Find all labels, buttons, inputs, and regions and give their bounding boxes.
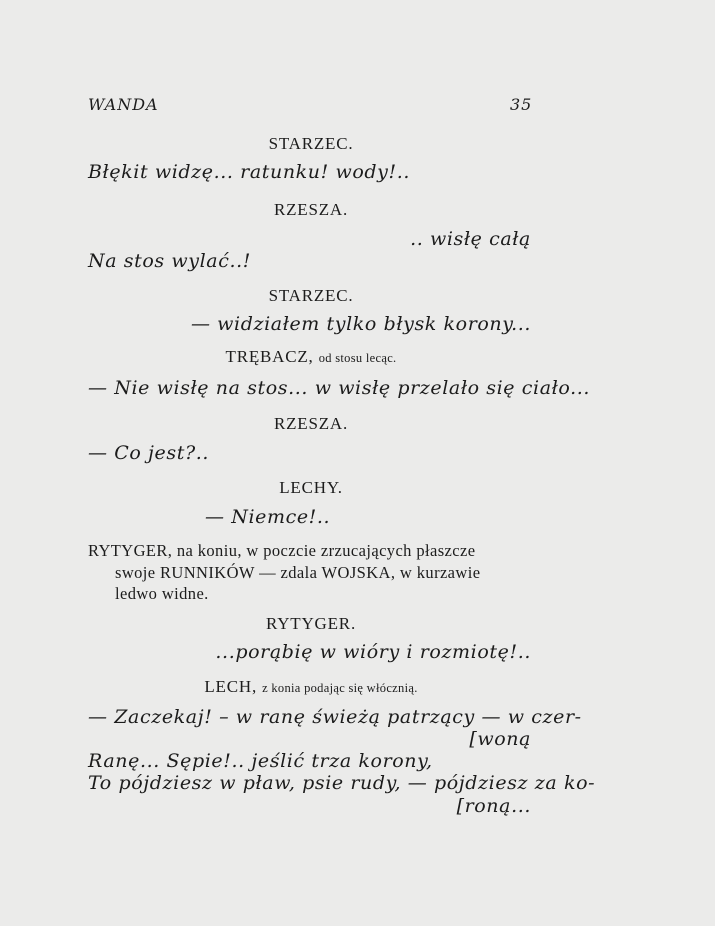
verse-line: Błękit widzę... ratunku! wody!.. xyxy=(88,161,411,183)
verse-line: — widziałem tylko błysk korony... xyxy=(190,313,531,335)
stage-direction: RYTYGER, na koniu, w poczcie zrzucających płaszcze xyxy=(88,541,476,560)
stage-direction: ledwo widne. xyxy=(115,584,209,603)
stage-direction: swoje RUNNIKÓW — zdala WOJSKA, w kurzawie xyxy=(115,563,481,582)
verse-line: [roną... xyxy=(456,795,531,817)
verse-line: — Co jest?.. xyxy=(88,442,210,464)
speaker-rzesza: RZESZA. xyxy=(273,414,349,433)
verse-line: — Nie wisłę na stos... w wisłę przelało się ciało... xyxy=(88,377,591,399)
speaker-lechy: LECHY. xyxy=(279,478,343,497)
stage-direction: z konia podając się włócznią. xyxy=(262,681,418,695)
verse-line: Na stos wylać..! xyxy=(88,250,251,272)
page-number: 35 xyxy=(510,95,533,114)
speaker-trebacz xyxy=(88,347,534,367)
speaker-rzesza: RZESZA. xyxy=(273,200,349,219)
stage-direction: od stosu lecąc. xyxy=(318,351,397,365)
speaker-lech xyxy=(88,677,534,697)
verse-line: Ranę... Sępie!.. jeślić trza korony, xyxy=(88,750,433,772)
speaker-rytyger: RYTYGER. xyxy=(266,614,356,633)
speaker-starzec: STARZEC. xyxy=(268,134,354,153)
verse-line: [woną xyxy=(469,728,531,750)
verse-line: To pójdziesz w pław, psie rudy, — pójdziesz za ko- xyxy=(88,772,596,794)
verse-line: — Zaczekaj! – w ranę świeżą patrzący — w czer- xyxy=(88,706,582,728)
verse-line: ...porąbię w wióry i rozmiotę!.. xyxy=(215,641,531,663)
speaker-name: TRĘBACZ, xyxy=(225,347,314,366)
verse-line: — Niemce!.. xyxy=(205,506,331,528)
speaker-starzec: STARZEC. xyxy=(268,286,354,305)
speaker-name: LECH, xyxy=(204,677,258,696)
verse-line: .. wisłę całą xyxy=(410,228,531,250)
running-header-title: WANDA xyxy=(88,95,159,114)
